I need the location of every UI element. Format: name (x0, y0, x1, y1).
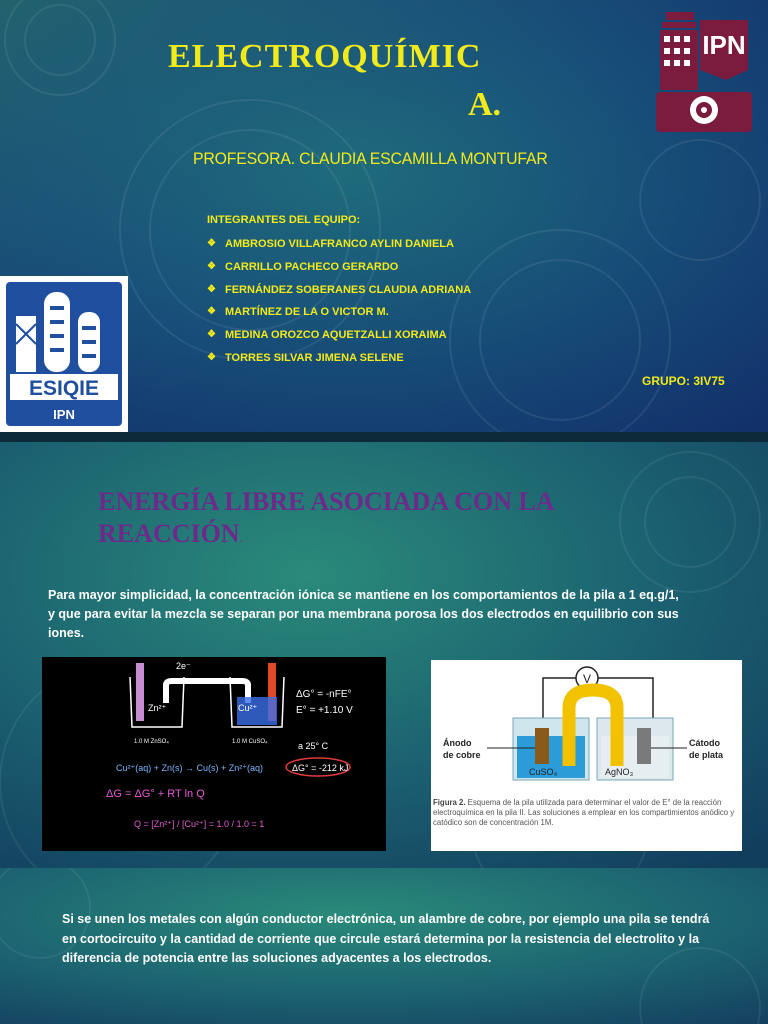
short-circuit-paragraph: Si se unen los metales con algún conductor electrónica, un alambre de cobre, por ejemplo una pila se tendrá en cortocircuito y la cantidad de corriente que circule estará determina por la resistencia del electrolito y la diferencia de potencia entre las soluciones adyacentes a los electrodos. (62, 912, 710, 965)
ipn-logo (656, 10, 752, 134)
list-item (207, 238, 471, 261)
bullet-icon: ❖ (207, 283, 216, 295)
board-q-expression: Q = [Zn²⁺] / [Cu²⁺] = 1.0 / 1.0 = 1 (134, 819, 265, 829)
title-line-2: A. (468, 86, 502, 123)
slide-title-suffix: . (239, 531, 244, 546)
ipn-logo-text: IPN (702, 30, 746, 60)
bullet-icon: ❖ (207, 351, 216, 363)
bullet-icon: ❖ (207, 306, 216, 318)
list-item (207, 284, 471, 307)
member-name: CARRILLO PACHECO GERARDO (225, 260, 399, 273)
caption-text: Esquema de la pila utilizada para determinar el valor de E° de la reacción electroquímica en la pila II. Las soluciones a emplear en los compartimientos anódico y catódico son de concentración 1M. (433, 798, 735, 827)
member-name: TORRES SILVAR JIMENA SELENE (225, 351, 404, 364)
title-slide (0, 0, 768, 432)
member-name: MARTÍNEZ DE LA O VICTOR M. (225, 306, 389, 319)
board-reaction: Cu²⁺(aq) + Zn(s) → Cu(s) + Zn²⁺(aq) (116, 763, 264, 773)
list-item (207, 329, 471, 352)
short-circuit-slide (0, 868, 768, 1024)
cathode-label-1: Cátodo (689, 738, 720, 748)
intro-paragraph: Para mayor simplicidad, la concentración iónica se mantiene en los comportamientos de la pila a 1 eq.g/1, y que para evitar la mezcla se separan por una membrana porosa los dos electrodos en equilibrio con sus iones. (48, 588, 679, 640)
board-solution-2: 1.0 M CuSO₄ (232, 739, 268, 745)
team-heading: INTEGRANTES DEL EQUIPO: (207, 214, 361, 226)
list-item (207, 352, 471, 375)
anode-label-1: Ánodo (443, 738, 472, 748)
board-solution-1: 1.0 M ZnSO₄ (134, 739, 169, 745)
list-item (207, 306, 471, 329)
bullet-icon: ❖ (207, 260, 216, 272)
bullet-icon: ❖ (207, 238, 216, 249)
board-zn-ion: Zn²⁺ (148, 703, 167, 713)
board-cu-ion: Cu²⁺ (238, 703, 258, 713)
board-e-label: 2e⁻ (176, 661, 191, 671)
slide-title (98, 486, 658, 555)
member-name: AMBROSIO VILLAFRANCO AYLIN DANIELA (225, 238, 454, 250)
board-dg-eq: ΔG° = -nFE° (296, 689, 352, 700)
board-e-eq: E° = +1.10 V (296, 705, 353, 716)
bullet-icon: ❖ (207, 329, 216, 341)
group-label: GRUPO: 3IV75 (642, 374, 725, 388)
cell-diagram-figure (431, 660, 742, 851)
anode-label-2: de cobre (443, 750, 481, 760)
professor-name: PROFESORA. CLAUDIA ESCAMILLA MONTUFAR (193, 150, 548, 168)
esiqie-logo-subtext: IPN (53, 407, 75, 422)
member-list (207, 238, 471, 375)
esiqie-logo-text: ESIQIE (28, 377, 100, 400)
slide-title-text: ENERGÍA LIBRE ASOCIADA CON LA REACCIÓN (98, 487, 554, 548)
board-dg-general: ΔG = ΔG° + RT ln Q (106, 788, 205, 800)
cathode-label-2: de plata (689, 750, 724, 760)
caption-label: Figura 2. (433, 798, 466, 807)
free-energy-slide (0, 442, 768, 880)
left-solution-label: CuSO₄ (529, 767, 558, 777)
member-name: FERNÁNDEZ SOBERANES CLAUDIA ADRIANA (225, 283, 472, 296)
member-name: MEDINA OROZCO AQUETZALLI XORAIMA (225, 329, 447, 342)
blackboard-image (42, 657, 386, 851)
title-line-1: ELECTROQUÍMIC (168, 38, 482, 75)
list-item (207, 261, 471, 284)
board-temperature: a 25° C (298, 741, 329, 751)
esiqie-logo (0, 276, 128, 432)
right-solution-label: AgNO₃ (605, 767, 634, 777)
board-dg-value: ΔG° = -212 kJ (292, 763, 349, 773)
voltmeter-label: V (582, 672, 592, 686)
